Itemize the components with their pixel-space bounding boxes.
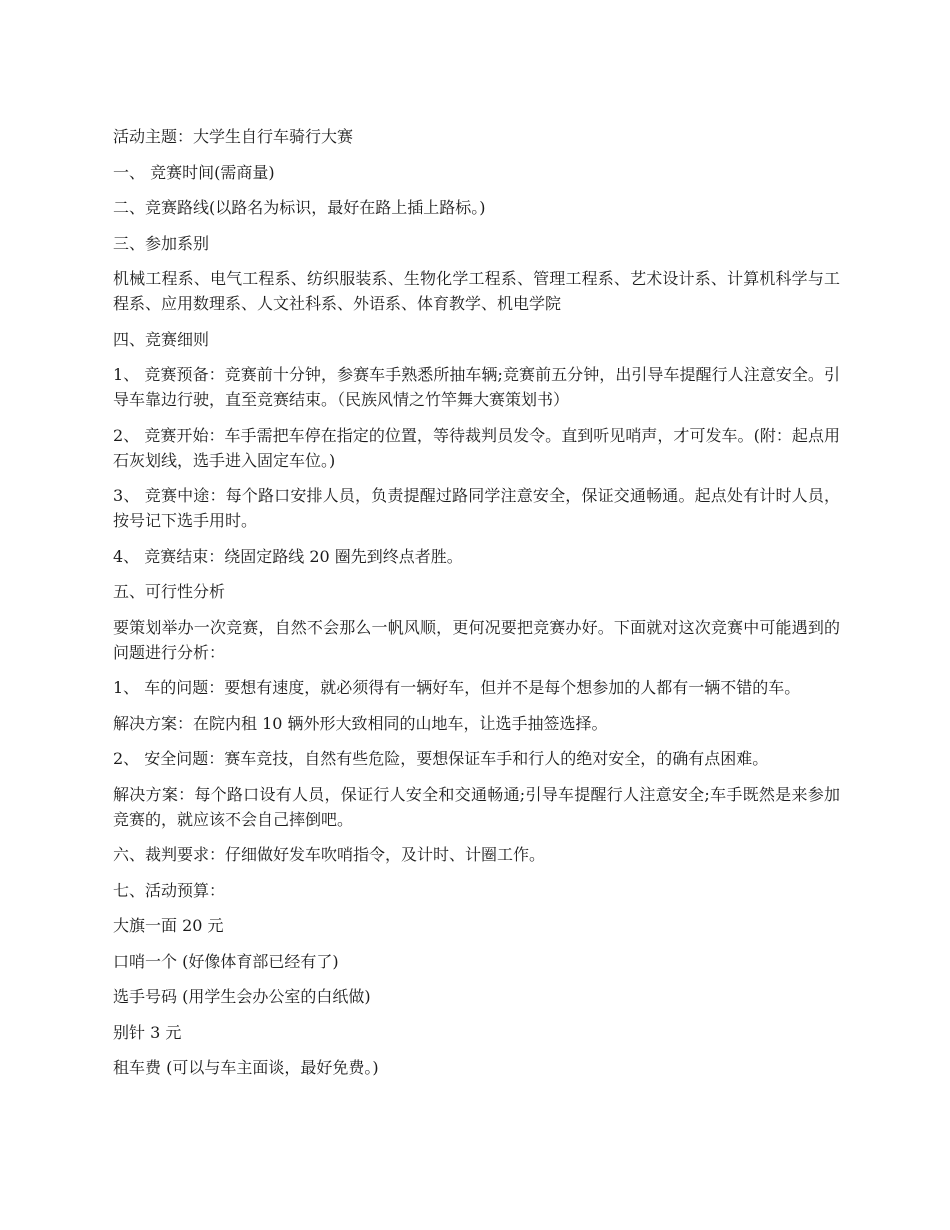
issue-1-bike: 1、 车的问题：要想有速度，就必须得有一辆好车，但并不是每个想参加的人都有一辆不错的车。 [113,678,801,697]
budget-item-numbers: 选手号码 (用学生会办公室的白纸做) [113,987,371,1006]
budget-item-pins: 别针 3 元 [113,1022,182,1042]
section-3-departments: 三、参加系别 [113,233,210,253]
rule-4-finish: 4、 竞赛结束：绕固定路线 20 圈先到终点者胜。 [113,546,463,566]
rule-3-midway: 3、 竞赛中途：每个路口安排人员，负责提醒过路同学注意安全，保证交通畅通。起点处有计时人员，按号记下选手用时。 [113,486,840,530]
section-4-rules: 四、竞赛细则 [113,329,210,349]
section-2-route: 二、竞赛路线(以路名为标识，最好在路上插上路标。) [113,198,486,217]
rule-2-start: 2、 竞赛开始：车手需把车停在指定的位置，等待裁判员发令。直到听见哨声，才可发车。(附：起点用石灰划线，选手进入固定车位。) [113,425,840,470]
budget-item-rental: 租车费 (可以与车主面谈，最好免费。) [113,1058,379,1077]
section-5-feasibility: 五、可行性分析 [113,582,226,601]
department-list: 机械工程系、电气工程系、纺织服装系、生物化学工程系、管理工程系、艺术设计系、计算机科学与工程系、应用数理系、人文社科系、外语系、体育教学、机电学院 [113,269,840,313]
section-1-time: 一、 竞赛时间(需商量) [113,162,275,182]
section-7-budget: 七、活动预算： [113,880,226,900]
issue-2-safety: 2、 安全问题：赛车竞技，自然有些危险，要想保证车手和行人的绝对安全，的确有点困难。 [113,749,769,768]
budget-item-whistle: 口哨一个 (好像体育部已经有了) [113,951,339,971]
activity-theme: 活动主题：大学生自行车骑行大赛 [113,127,354,146]
section-6-referee: 六、裁判要求：仔细做好发车吹哨指令，及计时、计圈工作。 [113,845,546,864]
budget-item-flag: 大旗一面 20 元 [113,916,224,935]
solution-2: 解决方案：每个路口设有人员，保证行人安全和交通畅通;引导车提醒行人注意安全;车手既然是来参加竞赛的，就应该不会自己摔倒吧。 [113,784,840,829]
feasibility-intro: 要策划举办一次竞赛，自然不会那么一帆风顺，更何况要把竞赛办好。下面就对这次竞赛中可能遇到的问题进行分析： [113,617,840,662]
solution-1: 解决方案：在院内租 10 辆外形大致相同的山地车，让选手抽签选择。 [113,713,608,733]
document-page [113,124,840,1091]
rule-1-preparation: 1、 竞赛预备：竞赛前十分钟，参赛车手熟悉所抽车辆;竞赛前五分钟，出引导车提醒行人注意安全。引导车靠边行驶，直至竞赛结束。（民族风情之竹竿舞大赛策划书） [113,365,840,409]
